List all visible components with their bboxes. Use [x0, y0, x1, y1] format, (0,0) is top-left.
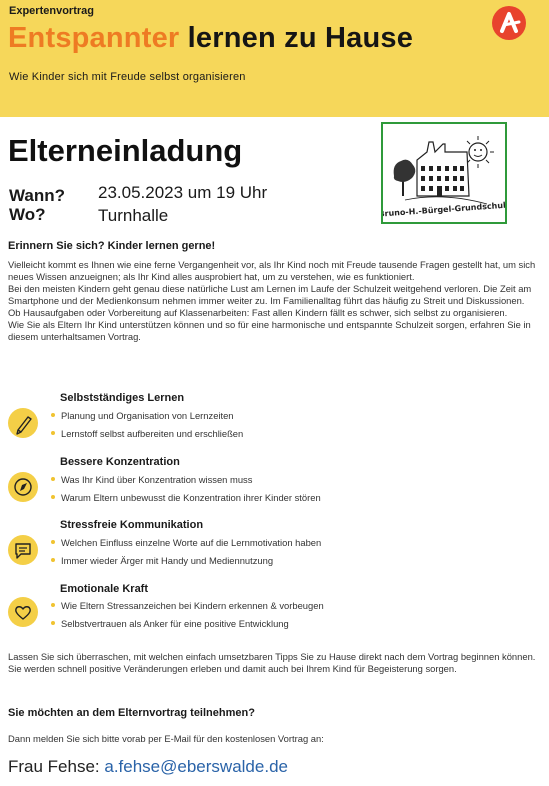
topic-list	[51, 471, 321, 507]
list-item	[51, 471, 321, 489]
list-item-text: Warum Eltern unbewusst die Konzentration ihrer Kinder stören	[61, 492, 321, 503]
school-building-drawing	[383, 124, 505, 222]
topic-list	[51, 407, 243, 443]
contact-line	[8, 757, 288, 777]
school-name: Bruno-H.-Bürgel-Grundschule	[383, 200, 505, 219]
heart-icon	[8, 597, 38, 627]
topic-list	[51, 534, 321, 570]
intro-paragraph: Bei den meisten Kindern geht genau diese natürliche Lust am Lernen im Laufe der Schulzeit weitgehend verloren. Die Zeit am Smartphone und der Medienkonsum nehmen immer weiter zu. Im Familienalltag führt das häufig zu Streit und Diskussionen. Ob Hausaufgaben oder Vorbereitung auf Klassenarbeiten: Fast allen Kindern fällt es schwer, sich selbst zu organisieren.	[8, 283, 532, 318]
topic-title: Emotionale Kraft	[60, 583, 149, 595]
where-label: Wo?	[9, 205, 46, 224]
headline	[8, 22, 413, 55]
where-value: Turnhalle	[98, 206, 169, 225]
list-item	[51, 534, 321, 552]
when-value: 23.05.2023 um 19 Uhr	[98, 183, 268, 202]
kicker: Expertenvortrag	[9, 5, 94, 17]
topic-title: Bessere Konzentration	[60, 456, 180, 468]
intro-text	[8, 259, 538, 343]
subline: Wie Kinder sich mit Freude selbst organisieren	[9, 71, 246, 83]
compass-icon	[8, 472, 38, 502]
list-item	[51, 425, 243, 443]
list-item-text: Immer wieder Ärger mit Handy und Mediennutzung	[61, 555, 274, 566]
list-item-text: Planung und Organisation von Lernzeiten	[61, 410, 234, 421]
list-item-text: Welchen Einfluss einzelne Worte auf die Lernmotivation haben	[61, 537, 322, 548]
contact-name: Frau Fehse:	[8, 757, 105, 776]
list-item	[51, 552, 321, 570]
headline-rest: lernen zu Hause	[179, 22, 414, 54]
cta-heading: Sie möchten an dem Elternvortrag teilnehmen?	[8, 707, 255, 719]
contact-email-link[interactable]: a.fehse@eberswalde.de	[104, 757, 288, 776]
header-banner	[0, 0, 549, 117]
when-label: Wann?	[9, 186, 66, 205]
intro-heading: Erinnern Sie sich? Kinder lernen gerne!	[8, 240, 216, 252]
list-item	[51, 407, 243, 425]
list-item-text: Selbstvertrauen als Anker für eine positive Entwicklung	[61, 618, 289, 629]
list-item	[51, 489, 321, 507]
intro-paragraph: Wie Sie als Eltern Ihr Kind unterstützen können und so für eine harmonische und entspannte Schulzeit sorgen, erfahren Sie in diesem unterhaltsamen Vortrag.	[8, 319, 531, 342]
list-item-text: Wie Eltern Stressanzeichen bei Kindern erkennen & vorbeugen	[61, 600, 324, 611]
topic-title: Stressfreie Kommunikation	[60, 519, 204, 531]
list-item	[51, 615, 324, 633]
school-logo	[381, 122, 507, 224]
page-title: Elterneinladung	[8, 133, 243, 168]
chat-icon	[8, 535, 38, 565]
topic-list	[51, 597, 324, 633]
cta-text: Dann melden Sie sich bitte vorab per E-Mail für den kostenlosen Vortrag an:	[8, 733, 324, 744]
intro-paragraph: Vielleicht kommt es Ihnen wie eine ferne Vergangenheit vor, als Ihr Kind noch mit Freude tausende Fragen gestellt hat, um sich neues Wissen anzueignen; als Ihr Kind alles ausprobiert hat, um zu verstehen, wie es funktioniert.	[8, 259, 536, 282]
headline-accent: Entspannter	[8, 22, 180, 54]
outro-text: Lassen Sie sich überraschen, mit welchen einfach umsetzbaren Tipps Sie zu Hause direkt nach dem Vortrag beginnen können. Sie werden schnell positive Veränderungen erleben und damit auch bei Ihrem Kind für Begeisterung sorgen.	[8, 651, 536, 674]
pencil-icon	[8, 408, 38, 438]
list-item	[51, 597, 324, 615]
list-item-text: Was Ihr Kind über Konzentration wissen muss	[61, 474, 253, 485]
list-item-text: Lernstoff selbst aufbereiten und erschließen	[61, 428, 244, 439]
topic-title: Selbstständiges Lernen	[60, 392, 185, 404]
a-logo-icon	[492, 6, 526, 40]
